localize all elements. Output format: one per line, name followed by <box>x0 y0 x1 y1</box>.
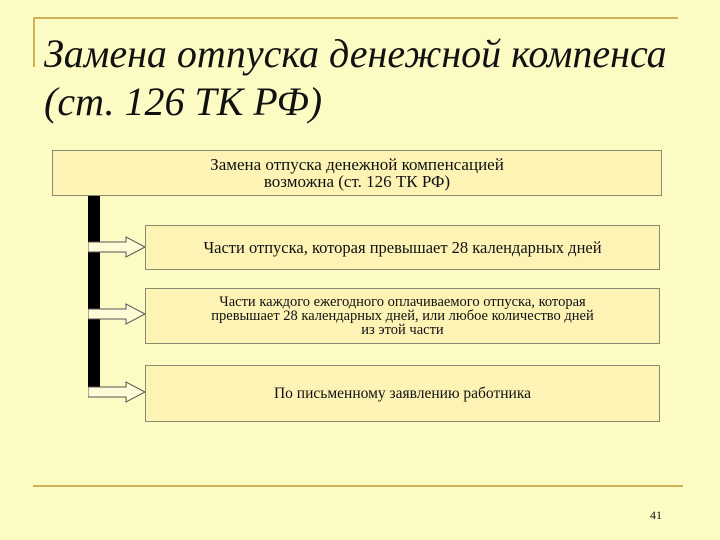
connector-arrow-2 <box>88 303 148 325</box>
slide-title <box>44 30 720 126</box>
page-number: 41 <box>650 508 662 522</box>
connector-arrow-3 <box>88 381 148 403</box>
frame-top-rule <box>33 17 678 19</box>
frame-left-rule <box>33 17 35 67</box>
item-3-line-1: По письменному заявлению работника <box>273 384 532 402</box>
item-2-line-2: превышает 28 календарных дней, или любое количество дней <box>211 308 594 324</box>
item-2-line-3: из этой части <box>361 322 444 338</box>
diagram-item-3 <box>145 365 660 422</box>
diagram-root-box <box>52 150 662 196</box>
connector-trunk <box>88 196 100 392</box>
connector-arrow-1 <box>88 236 148 258</box>
root-box-line-2: возможна (ст. 126 ТК РФ) <box>263 172 451 191</box>
slide-title-line-2: (ст. 126 ТК РФ) <box>44 79 323 124</box>
diagram-item-2 <box>145 288 660 344</box>
bottom-rule <box>33 485 683 487</box>
item-1-line-1: Части отпуска, которая превышает 28 календарных дней <box>203 237 602 257</box>
diagram-item-1 <box>145 225 660 270</box>
item-2-line-1: Части каждого ежегодного оплачиваемого отпуска, которая <box>219 294 586 310</box>
root-box-line-1: Замена отпуска денежной компенсацией <box>210 155 504 174</box>
slide-title-line-1: Замена отпуска денежной компенса <box>44 31 667 76</box>
